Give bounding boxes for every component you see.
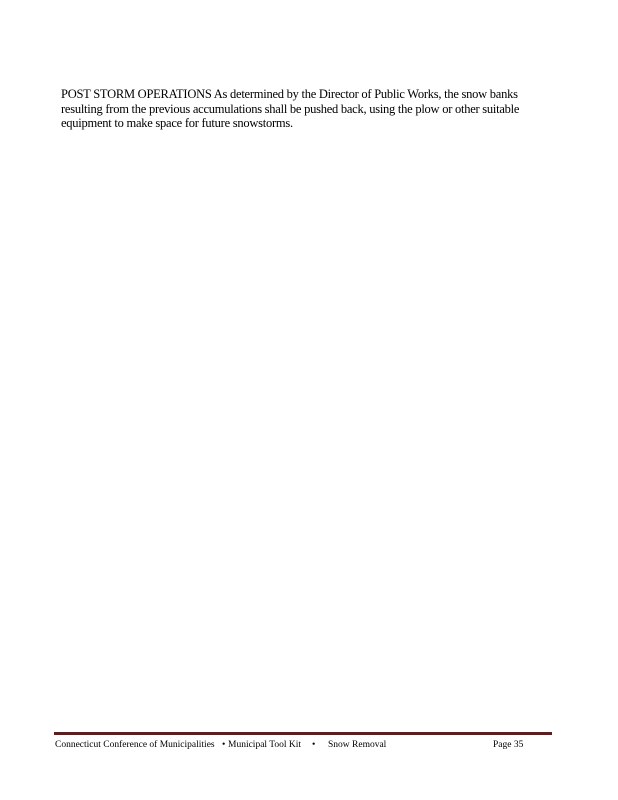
post-storm-operations-paragraph: POST STORM OPERATIONS As determined by the Director of Public Works, the snow banks resulting from the previous accumulations shall be pushed back, using the plow or other suitable equipment to make space for future snowstorms. [61, 87, 520, 130]
footer-topic: Snow Removal [328, 740, 387, 750]
footer-toolkit: Municipal Tool Kit [228, 740, 302, 750]
footer-separator: • [312, 740, 316, 750]
footer-rule [54, 732, 552, 735]
footer-page-number: Page 35 [493, 740, 524, 750]
page-footer [55, 739, 551, 753]
footer-separator: • [222, 740, 226, 750]
footer-organization: Connecticut Conference of Municipalities [55, 740, 215, 750]
